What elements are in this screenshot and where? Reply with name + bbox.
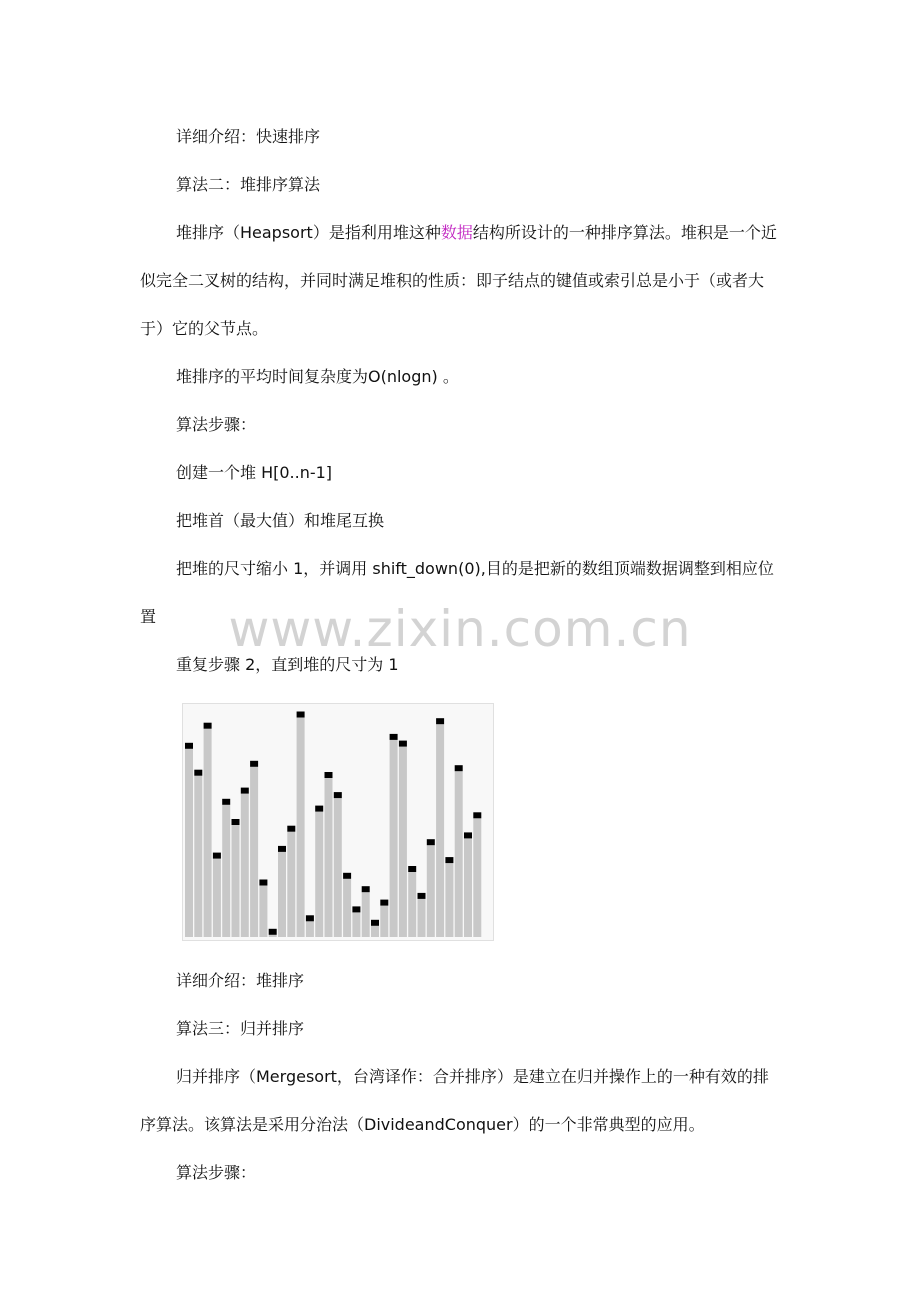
chart-bar	[352, 912, 360, 937]
data-link[interactable]: 数据	[440, 223, 473, 242]
step-1: 创建一个堆 H[0..n-1]	[176, 463, 333, 482]
chart-bar	[334, 798, 342, 937]
chart-bar	[250, 767, 258, 937]
chart-bar-marker	[213, 853, 221, 859]
chart-bar-marker	[232, 819, 240, 825]
chart-bar	[436, 724, 444, 937]
chart-bar-marker	[269, 929, 277, 935]
chart-bar-marker	[185, 743, 193, 749]
chart-bar	[427, 845, 435, 937]
chart-bar	[204, 729, 212, 937]
paragraph-time-complexity: 堆排序的平均时间复杂度为O(nlogn) 。	[176, 367, 459, 386]
heading-algorithm-two: 算法二：堆排序算法	[176, 175, 321, 194]
chart-bar-marker	[390, 734, 398, 740]
chart-bar	[380, 906, 388, 937]
chart-bar	[464, 838, 472, 937]
chart-bar	[222, 805, 230, 937]
chart-bar-marker	[241, 788, 249, 794]
chart-bar	[418, 899, 426, 937]
chart-bar	[343, 879, 351, 937]
chart-bar-marker	[297, 712, 305, 718]
chart-bar-marker	[445, 857, 453, 863]
chart-bar-marker	[334, 792, 342, 798]
chart-bar-marker	[371, 920, 379, 926]
chart-bar-marker	[427, 839, 435, 845]
chart-bar	[371, 926, 379, 937]
chart-bar-marker	[473, 812, 481, 818]
chart-bar-marker	[222, 799, 230, 805]
chart-bar-marker	[408, 866, 416, 872]
watermark: www.zixin.com.cn	[228, 600, 692, 658]
step-2: 把堆首（最大值）和堆尾互换	[176, 511, 385, 530]
heapsort-bar-chart	[182, 703, 494, 941]
chart-bar-marker	[352, 906, 360, 912]
chart-bar	[445, 863, 453, 937]
chart-bar	[473, 818, 481, 937]
chart-bar	[259, 886, 267, 938]
chart-bar-marker	[250, 761, 258, 767]
chart-bar-marker	[325, 772, 333, 778]
chart-bar-marker	[436, 718, 444, 724]
chart-bar-marker	[306, 915, 314, 921]
chart-bar-marker	[287, 826, 295, 832]
chart-bar-marker	[464, 832, 472, 838]
paragraph-heapsort-link: 详细介绍：堆排序	[176, 971, 305, 990]
chart-bar	[278, 852, 286, 937]
chart-bar	[297, 718, 305, 938]
paragraph-quicksort-link: 详细介绍：快速排序	[176, 127, 321, 146]
chart-bar	[325, 778, 333, 937]
chart-bar-marker	[204, 723, 212, 729]
chart-bar	[185, 749, 193, 937]
chart-bar-marker	[278, 846, 286, 852]
chart-bar-marker	[399, 741, 407, 747]
chart-bar	[362, 892, 370, 937]
chart-bar	[390, 740, 398, 937]
chart-bar	[194, 776, 202, 937]
paragraph-mergesort-definition: 归并排序（Mergesort，台湾译作：合并排序）是建立在归并操作上的一种有效的排序算法。该算法是采用分治法（DivideandConquer）的一个非常典型的应用。	[140, 1067, 769, 1134]
chart-bar-marker	[194, 770, 202, 776]
chart-bar	[269, 935, 277, 937]
chart-bar	[287, 832, 295, 937]
chart-bar-marker	[455, 765, 463, 771]
chart-bar	[232, 825, 240, 937]
chart-bar	[399, 747, 407, 937]
chart-bar-marker	[362, 886, 370, 892]
chart-bar	[241, 794, 249, 937]
chart-bar-marker	[315, 806, 323, 812]
heading-steps: 算法步骤：	[176, 415, 257, 434]
heading-steps-2: 算法步骤：	[176, 1163, 257, 1182]
chart-bar	[408, 872, 416, 937]
chart-bar-marker	[343, 873, 351, 879]
chart-bar	[306, 921, 314, 937]
chart-bar	[213, 859, 221, 937]
paragraph-heapsort-definition: 堆排序（Heapsort）是指利用堆这种数据结构所设计的一种排序算法。堆积是一个近似完全二叉树的结构，并同时满足堆积的性质：即子结点的键值或索引总是小于（或者大于）它的父节点。	[140, 223, 777, 338]
chart-bar-marker	[380, 900, 388, 906]
step-4: 重复步骤 2，直到堆的尺寸为 1	[176, 655, 399, 674]
heading-algorithm-three: 算法三：归并排序	[176, 1019, 305, 1038]
chart-bar-marker	[418, 893, 426, 899]
chart-bar-marker	[259, 880, 267, 886]
chart-bar	[455, 771, 463, 937]
chart-bar	[315, 812, 323, 937]
step-3: 把堆的尺寸缩小 1，并调用 shift_down(0),目的是把新的数组顶端数据调整到相应位置	[140, 559, 774, 626]
